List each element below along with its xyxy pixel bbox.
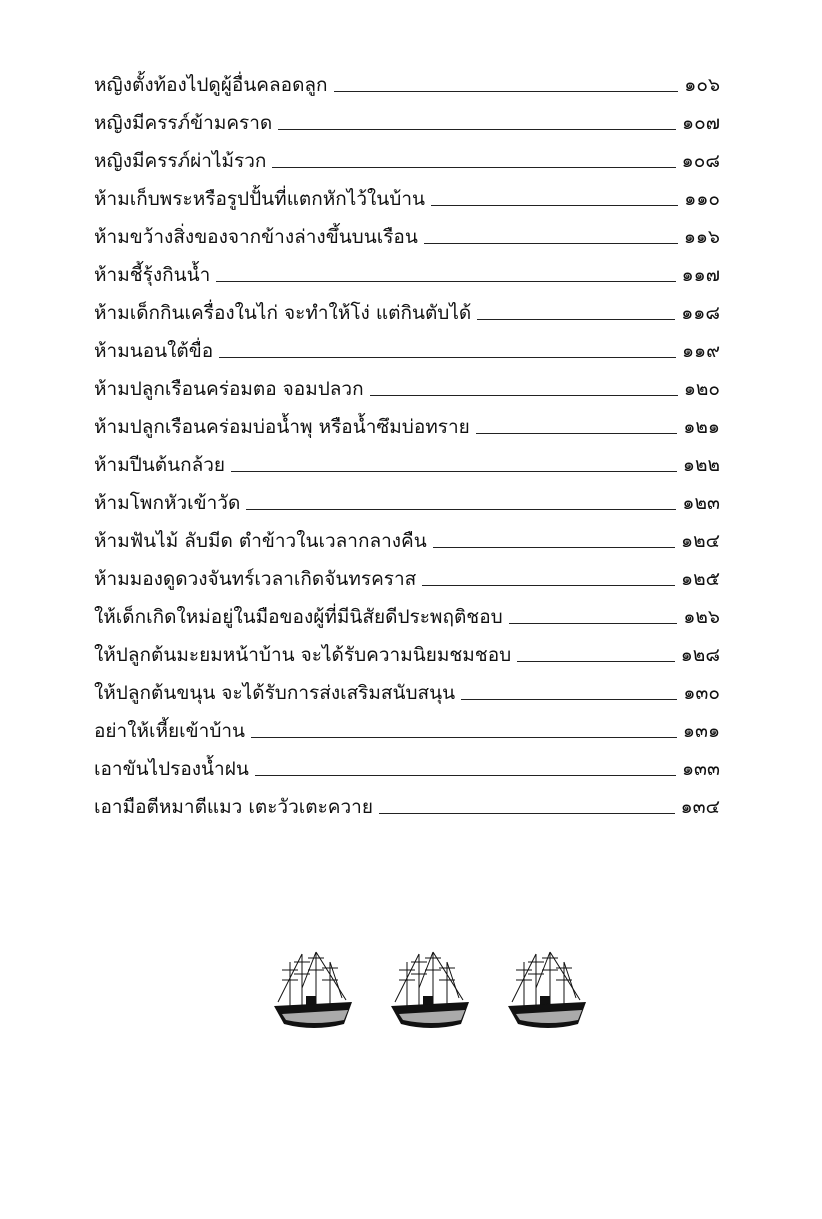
toc-entry[interactable] — [94, 174, 720, 212]
toc-entry-page: ๑๑๖ — [683, 226, 720, 248]
sailing-ship-icon — [387, 948, 473, 1034]
toc-entry-title: ห้ามปีนต้นกล้วย — [94, 454, 226, 476]
toc-leader-line — [278, 129, 676, 130]
toc-entry-page: ๑๒๑ — [683, 416, 720, 438]
toc-entry[interactable] — [94, 782, 720, 820]
toc-entry[interactable] — [94, 402, 720, 440]
toc-leader-line — [433, 547, 675, 548]
toc-entry-title: ห้ามนอนใต้ขื่อ — [94, 340, 214, 362]
toc-entry-page: ๑๐๖ — [684, 74, 720, 96]
toc-leader-line — [255, 775, 676, 776]
toc-leader-line — [251, 737, 677, 738]
toc-entry-title: เอาขันไปรองน้ำฝน — [94, 758, 249, 780]
toc-leader-line — [334, 91, 679, 92]
toc-entry[interactable] — [94, 212, 720, 250]
toc-leader-line — [517, 661, 675, 662]
toc-entry[interactable] — [94, 516, 720, 554]
toc-entry-page: ๑๒๒ — [682, 454, 720, 476]
toc-entry[interactable] — [94, 592, 720, 630]
toc-entry[interactable] — [94, 478, 720, 516]
toc-entry[interactable] — [94, 744, 720, 782]
toc-entry-page: ๑๒๖ — [683, 606, 720, 628]
toc-entry[interactable] — [94, 98, 720, 136]
toc-entry[interactable] — [94, 668, 720, 706]
sailing-ship-icon — [270, 948, 356, 1034]
toc-entry-page: ๑๒๓ — [682, 492, 720, 514]
toc-entry-page: ๑๑๘ — [681, 302, 720, 324]
toc-leader-line — [370, 395, 678, 396]
toc-entry-title: ให้ปลูกต้นขนุน จะได้รับการส่งเสริมสนับสนุน — [94, 682, 456, 704]
toc-leader-line — [461, 699, 677, 700]
toc-entry-page: ๑๓๑ — [682, 720, 720, 742]
toc-leader-line — [477, 319, 675, 320]
toc-leader-line — [431, 205, 678, 206]
toc-entry[interactable] — [94, 630, 720, 668]
toc-entry-title: หญิงมีครรภ์ข้ามคราด — [94, 112, 273, 134]
toc-entry[interactable] — [94, 440, 720, 478]
toc-entry[interactable] — [94, 326, 720, 364]
toc-entry-title: ห้ามปลูกเรือนคร่อมบ่อน้ำพุ หรือน้ำซึมบ่อทราย — [94, 416, 470, 438]
toc-leader-line — [476, 433, 678, 434]
toc-entry-page: ๑๒๕ — [681, 568, 720, 590]
toc-entry-title: ให้เด็กเกิดใหม่อยู่ในมือของผู้ที่มีนิสัยดีประพฤติชอบ — [94, 606, 503, 628]
sailing-ship-icon — [504, 948, 590, 1034]
toc-leader-line — [272, 167, 675, 168]
toc-entry-page: ๑๓๐ — [683, 682, 720, 704]
ship-decoration — [270, 948, 590, 1038]
table-of-contents — [94, 60, 720, 820]
toc-entry-title: อย่าให้เหี้ยเข้าบ้าน — [94, 720, 246, 742]
toc-entry[interactable] — [94, 288, 720, 326]
toc-leader-line — [219, 357, 676, 358]
toc-entry-title: ห้ามเด็กกินเครื่องในไก่ จะทำให้โง่ แต่กินตับได้ — [94, 302, 472, 324]
toc-entry-page: ๑๓๔ — [680, 796, 720, 818]
toc-leader-line — [509, 623, 678, 624]
toc-leader-line — [379, 813, 675, 814]
toc-entry-title: ห้ามชี้รุ้งกินน้ำ — [94, 264, 211, 286]
toc-entry-page: ๑๐๘ — [681, 150, 720, 172]
toc-entry-title: เอามือตีหมาตีแมว เตะวัวเตะควาย — [94, 796, 373, 818]
toc-leader-line — [422, 585, 675, 586]
toc-entry-title: ห้ามโพกหัวเข้าวัด — [94, 492, 241, 514]
toc-leader-line — [216, 281, 675, 282]
toc-leader-line — [424, 243, 678, 244]
toc-entry[interactable] — [94, 250, 720, 288]
toc-entry[interactable] — [94, 136, 720, 174]
toc-entry-title: ห้ามเก็บพระหรือรูปปั้นที่แตกหักไว้ในบ้าน — [94, 188, 426, 210]
toc-entry-page: ๑๑๙ — [681, 340, 720, 362]
toc-entry[interactable] — [94, 364, 720, 402]
toc-entry-page: ๑๑๐ — [684, 188, 720, 210]
toc-entry-title: หญิงมีครรภ์ผ่าไม้รวก — [94, 150, 267, 172]
toc-entry-page: ๑๒๘ — [680, 644, 720, 666]
toc-entry-title: ห้ามปลูกเรือนคร่อมตอ จอมปลวก — [94, 378, 364, 400]
toc-leader-line — [231, 471, 677, 472]
toc-entry-page: ๑๓๓ — [681, 758, 720, 780]
toc-entry[interactable] — [94, 60, 720, 98]
toc-entry-title: หญิงตั้งท้องไปดูผู้อื่นคลอดลูก — [94, 74, 328, 96]
toc-entry[interactable] — [94, 706, 720, 744]
toc-entry-page: ๑๒๐ — [683, 378, 720, 400]
toc-entry-title: ห้ามฟันไม้ ลับมีด ตำข้าวในเวลากลางคืน — [94, 530, 427, 552]
toc-entry-page: ๑๑๗ — [681, 264, 720, 286]
toc-entry-title: ห้ามมองดูดวงจันทร์เวลาเกิดจันทรคราส — [94, 568, 417, 590]
toc-entry-page: ๑๐๗ — [682, 112, 720, 134]
toc-entry-title: ให้ปลูกต้นมะยมหน้าบ้าน จะได้รับความนิยมชมชอบ — [94, 644, 512, 666]
toc-leader-line — [246, 509, 676, 510]
toc-entry-page: ๑๒๔ — [681, 530, 720, 552]
toc-entry-title: ห้ามขว้างสิ่งของจากข้างล่างขึ้นบนเรือน — [94, 226, 418, 248]
toc-entry[interactable] — [94, 554, 720, 592]
